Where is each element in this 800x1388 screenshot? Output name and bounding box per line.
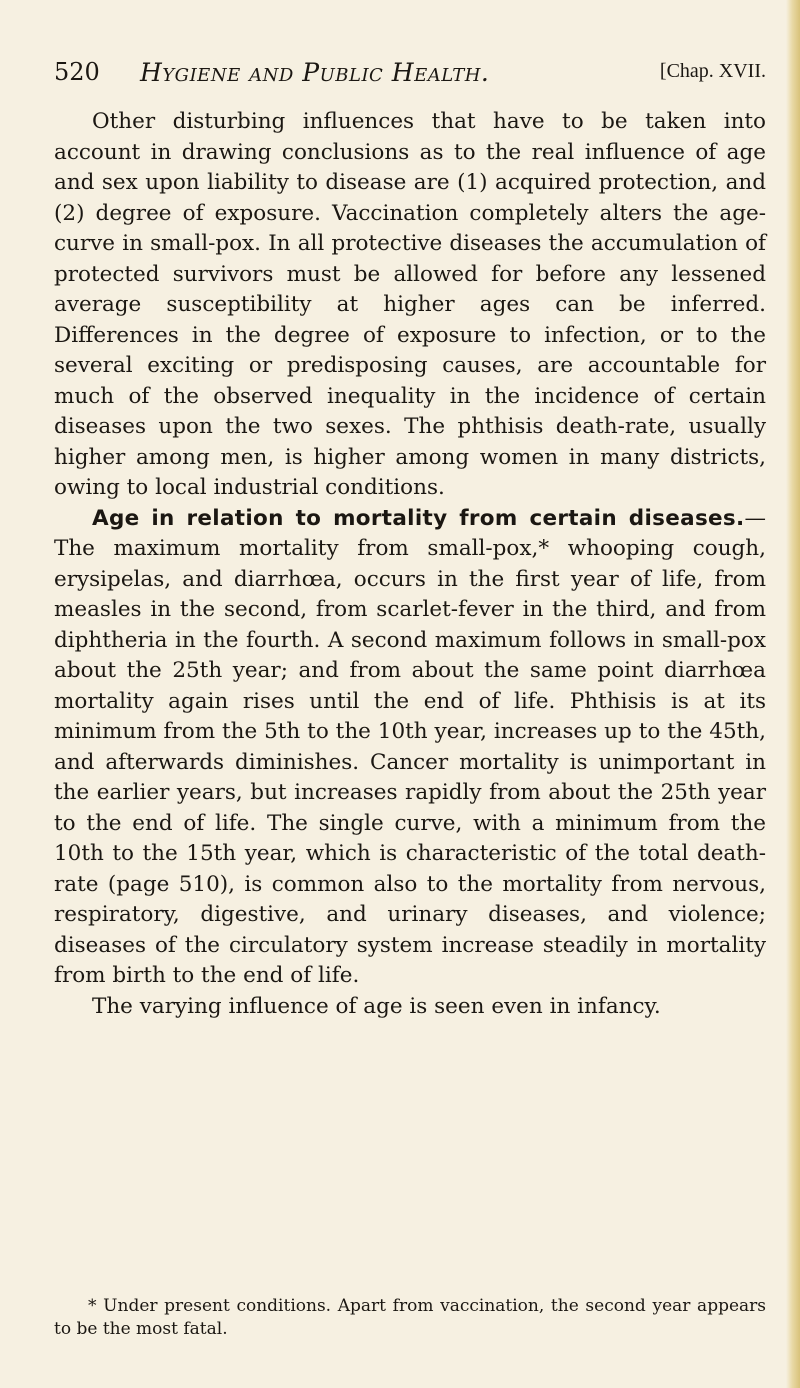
running-head [54, 58, 766, 92]
section-text: —The maximum mortality from small-pox,* whooping cough, erysipelas, and diarrhœa, occurs in the first year of life, from measles in the second, from scarlet-fever in the third, and from diphtheria in the fourth. A second maximum follows in small-pox about the 25th year; and from about the same point diarrhœa mortality again rises until the end of life. Phthisis is at its minimum from the 5th to the 10th year, increases up to the 45th, and afterwards diminishes. Cancer mortality is unimportant in the earlier years, but increases rapidly from about the 25th year to the end of life. The single curve, with a minimum from the 10th to the 15th year, which is characteristic of the total death-rate (page 510), is common also to the mortality from nervous, respiratory, digestive, and urinary diseases, and violence; diseases of the circulatory system increase steadily in mortality from birth to the end of life. [54, 505, 766, 988]
chapter-label: [Chap. XVII. [659, 60, 766, 82]
footnote-text: * Under present conditions. Apart from vaccination, the second year appears to be the most fatal. [54, 1296, 766, 1339]
paragraph-infancy: The varying influence of age is seen even in infancy. [92, 993, 661, 1019]
paragraph-age-mortality [54, 504, 766, 992]
page-edge [786, 0, 800, 1388]
book-title: Hygiene and Public Health. [140, 58, 490, 87]
paragraph-influences: Other disturbing influences that have to be taken into account in drawing conclusions as to the real influence of age and sex upon liability to disease are (1) acquired protection, and (2) degree of exposure. Vaccination completely alters the age-curve in small-pox. In all protective diseases the accumulation of protected survivors must be allowed for before any lessened average susceptibility at higher ages can be inferred. Differences in the degree of exposure to infection, or to the several exciting or predisposing causes, are accountable for much of the observed inequality in the incidence of certain diseases upon the two sexes. The phthisis death-rate, usually higher among men, is higher among women in many districts, owing to local industrial conditions. [54, 109, 766, 500]
page-number: 520 [54, 58, 100, 86]
body-text [54, 107, 766, 1022]
section-heading: Age in relation to mortality from certain diseases. [92, 505, 745, 531]
footnote [54, 1295, 766, 1341]
